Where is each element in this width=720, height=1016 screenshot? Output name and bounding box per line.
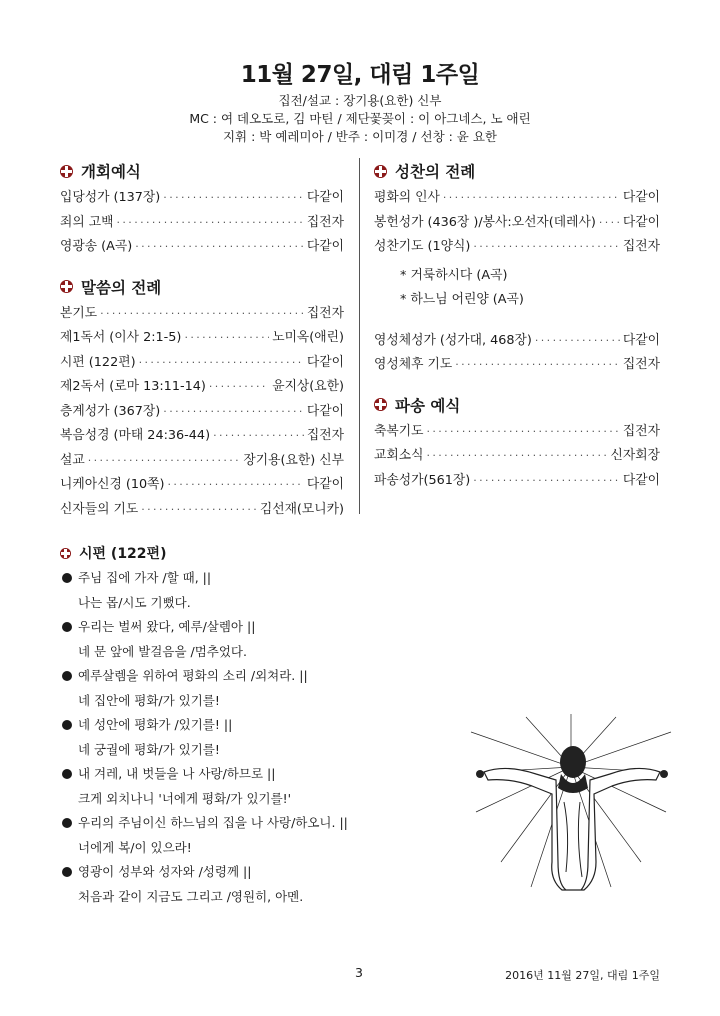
cross-icon (374, 398, 387, 411)
order-row (60, 351, 344, 376)
psalm-verses (60, 566, 460, 909)
verse-response: 크게 외치나니 '너에게 평화/가 있기를!' (78, 790, 292, 806)
cross-icon (60, 548, 71, 559)
order-value: 윤지상(요한) (272, 379, 344, 394)
order-value: 다같이 (622, 214, 660, 230)
order-label: 영성체성가 (성가대, 468장) (374, 332, 532, 348)
right-column (374, 156, 660, 493)
cross-icon (60, 280, 73, 293)
dot-leader (443, 186, 620, 211)
order-row (60, 400, 344, 425)
order-label: 평화의 인사 (374, 190, 440, 205)
order-label: 파송성가(561장) (374, 472, 471, 488)
order-row (60, 424, 344, 449)
dot-leader (209, 375, 269, 400)
dot-leader (163, 186, 304, 211)
verse-text: 우리는 벌써 왔다, 예루/살렘아 || (78, 619, 256, 634)
order-value: 다같이 (306, 403, 344, 419)
order-list (60, 186, 344, 260)
order-value: 집전자 (306, 305, 344, 321)
order-value: 김선재(모니카) (259, 501, 344, 517)
order-label: 시편 (122편) (60, 354, 136, 370)
order-value: 다같이 (306, 239, 344, 254)
dot-leader (168, 473, 304, 498)
dot-leader (426, 444, 607, 469)
section-heading (60, 272, 344, 302)
order-label: 제1독서 (이사 2:1-5) (60, 330, 182, 345)
credits-line: 지휘 : 박 예레미아 / 반주 : 이미경 / 선창 : 윤 요한 (222, 129, 497, 144)
dot-leader (473, 235, 620, 260)
psalm-verse (60, 762, 460, 811)
order-value: 다같이 (622, 332, 660, 348)
footer-date: 2016년 11월 27일, 대림 1주일 (505, 969, 660, 982)
dot-leader (213, 424, 304, 449)
verse-response: 네 집안에 평화/가 있기를! (78, 692, 220, 708)
order-value: 다같이 (306, 354, 344, 370)
order-row (374, 469, 660, 494)
dot-leader (135, 235, 304, 260)
verse-line (60, 664, 460, 689)
order-row (60, 326, 344, 351)
order-row (374, 186, 660, 211)
order-value: 집전자 (622, 423, 660, 439)
column-divider (359, 158, 360, 514)
verse-line (60, 762, 460, 787)
section-title: 성찬의 전례 (395, 163, 476, 181)
order-label: 교회소식 (374, 448, 424, 463)
order-row (60, 449, 344, 474)
order-row (374, 211, 660, 236)
verse-text: 네 성안에 평화가 /있기를! || (78, 717, 233, 732)
order-row (60, 235, 344, 260)
verse-line (60, 713, 460, 738)
order-label: 층계성가 (367장) (60, 403, 161, 419)
section-heading (60, 156, 344, 186)
order-value: 장기용(요한) 신부 (243, 452, 344, 468)
order-value: 노미옥(애린) (272, 330, 344, 345)
cross-icon (60, 165, 73, 178)
order-value: 다같이 (306, 477, 344, 492)
dot-leader (117, 211, 304, 236)
psalm-verse (60, 566, 460, 615)
order-label: 니케아신경 (10쪽) (60, 477, 165, 492)
dot-leader (141, 498, 257, 523)
dot-leader (426, 420, 619, 445)
order-label: 입당성가 (137장) (60, 190, 161, 205)
order-value: 다같이 (622, 472, 660, 488)
dot-leader (88, 449, 241, 474)
verse-text: 예루살렘을 위하여 평화의 소리 /외쳐라. || (78, 668, 308, 683)
order-value: 집전자 (622, 239, 660, 254)
order-label: 복음성경 (마태 24:36-44) (60, 428, 211, 443)
credits (0, 92, 720, 146)
verse-text: 영광이 성부와 성자와 /성령께 || (78, 864, 252, 879)
order-value: 다같이 (306, 190, 344, 205)
credits-line: MC : 여 데오도로, 김 마틴 / 제단꽃꽂이 : 이 아그네스, 노 애린 (189, 111, 531, 126)
order-label: 죄의 고백 (60, 214, 114, 230)
dot-leader (163, 400, 304, 425)
dot-leader (455, 353, 620, 378)
bullet-icon (62, 671, 72, 681)
order-row (374, 444, 660, 469)
order-value: 집전자 (622, 357, 660, 372)
order-label: 신자들의 기도 (60, 501, 139, 517)
order-label: 제2독서 (로마 13:11-14) (60, 379, 206, 394)
order-row (60, 211, 344, 236)
verse-line (60, 860, 460, 885)
order-row (374, 353, 660, 378)
verse-line (60, 811, 460, 836)
order-value: 집전자 (306, 214, 344, 230)
order-row (60, 375, 344, 400)
risen-christ-illustration (466, 712, 676, 892)
psalm-verse (60, 664, 460, 713)
psalm-verse (60, 811, 460, 860)
verse-response: 너에게 복/이 있으라! (78, 839, 192, 855)
order-list (374, 329, 660, 378)
order-row (60, 498, 344, 523)
sub-item: * 거룩하시다 (A곡) (400, 267, 508, 283)
order-list (60, 302, 344, 523)
verse-response: 네 문 앞에 발걸음을 /멈추었다. (78, 643, 247, 659)
psalm-verse (60, 860, 460, 909)
page-title: 11월 27일, 대림 1주일 (240, 62, 480, 88)
dot-leader (184, 326, 269, 351)
order-row (60, 473, 344, 498)
order-label: 영성체후 기도 (374, 357, 453, 372)
section-heading (374, 156, 660, 186)
order-label: 봉헌성가 (436장 )/봉사:오선자(데레사) (374, 214, 596, 230)
section-title: 파송 예식 (395, 396, 461, 415)
section-title: 시편 (122편) (79, 546, 167, 562)
dot-leader (473, 469, 620, 494)
order-row (374, 329, 660, 354)
psalm-verse (60, 615, 460, 664)
verse-line (60, 566, 460, 591)
order-label: 축복기도 (374, 423, 424, 439)
dot-leader (599, 211, 620, 236)
order-list (374, 420, 660, 494)
order-row (374, 235, 660, 260)
verse-text: 주님 집에 가자 /할 때, || (78, 570, 212, 585)
order-row (60, 186, 344, 211)
dot-leader (100, 302, 304, 327)
bullet-icon (62, 720, 72, 730)
verse-response: 네 궁궐에 평화/가 있기를! (78, 741, 220, 757)
verse-text: 내 겨레, 내 벗들을 나 사랑/하므로 || (78, 766, 276, 781)
bullet-icon (62, 622, 72, 632)
left-column (60, 156, 344, 522)
sub-item: * 하느님 어린양 (A곡) (400, 292, 524, 307)
order-row (60, 302, 344, 327)
order-value: 집전자 (306, 428, 344, 443)
section-title: 개회예식 (81, 163, 141, 181)
order-list (374, 186, 660, 260)
psalm-verse (60, 713, 460, 762)
section-title: 말씀의 전례 (81, 278, 162, 297)
dot-leader (535, 329, 620, 354)
section-heading (60, 540, 460, 566)
order-label: 설교 (60, 452, 85, 468)
order-value: 신자회장 (610, 448, 660, 463)
verse-response: 처음과 같이 지금도 그리고 /영원히, 아멘. (78, 888, 304, 904)
verse-text: 우리의 주님이신 하느님의 집을 나 사랑/하오니. || (78, 815, 348, 830)
verse-response: 나는 몹/시도 기뻤다. (78, 594, 191, 610)
psalm-section (60, 540, 460, 909)
order-label: 영광송 (A곡) (60, 239, 133, 254)
section-heading (374, 390, 660, 420)
page-number: 3 (355, 965, 363, 980)
dot-leader (139, 351, 304, 376)
order-label: 성찬기도 (1양식) (374, 239, 471, 254)
bullet-icon (62, 573, 72, 583)
order-row (374, 420, 660, 445)
bullet-icon (62, 867, 72, 877)
bullet-icon (62, 769, 72, 779)
verse-line (60, 615, 460, 640)
order-label: 본기도 (60, 305, 98, 321)
cross-icon (374, 165, 387, 178)
bullet-icon (62, 818, 72, 828)
order-value: 다같이 (622, 190, 660, 205)
credits-line: 집전/설교 : 장기용(요한) 신부 (278, 93, 442, 108)
